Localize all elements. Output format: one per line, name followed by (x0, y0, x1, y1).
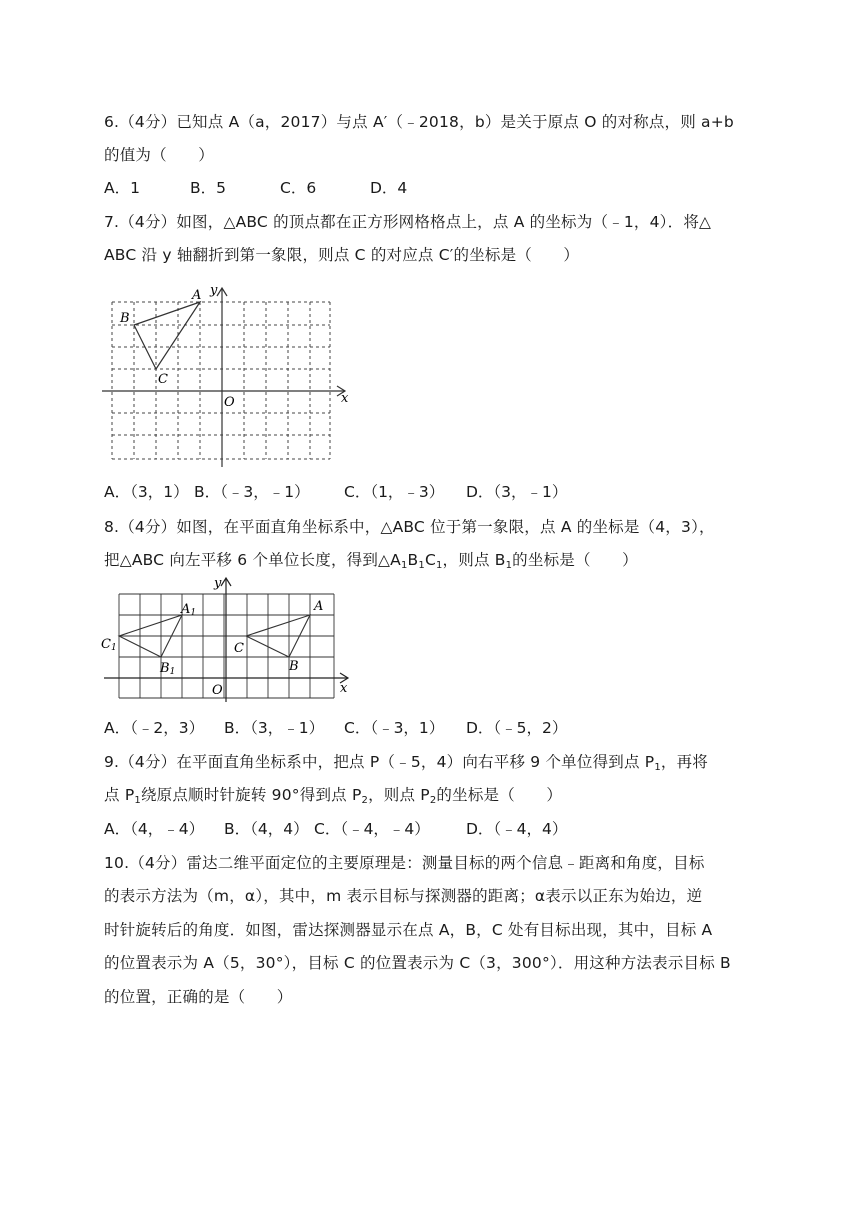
q6-option-b: B．5 (190, 179, 226, 197)
q8-label-y: y (214, 576, 222, 591)
q10-stem-line1: 10.（4分）雷达二维平面定位的主要原理是：测量目标的两个信息﹣距离和角度，目标 (104, 854, 705, 872)
q8-label-c: C (234, 641, 244, 656)
q7-stem-line2: ABC 沿 y 轴翻折到第一象限，则点 C 的对应点 C′的坐标是（ ） (104, 246, 580, 264)
q8-label-b: B (289, 659, 299, 674)
q10-stem-line5: 的位置，正确的是（ ） (104, 988, 293, 1006)
q10-stem-line3: 时针旋转后的角度．如图，雷达探测器显示在点 A，B，C 处有目标出现，其中，目标 A (104, 921, 713, 939)
q8-option-b: B．（3，﹣1） (224, 719, 325, 737)
q8-grid-figure (100, 574, 360, 704)
q8-label-b1: B1 (160, 661, 176, 677)
q8-label-o: O (212, 683, 223, 698)
q6-stem-line1: 6.（4分）已知点 A（a，2017）与点 A′（﹣2018，b）是关于原点 O 的对称点，则 a+b (104, 113, 734, 131)
q8-axes (104, 578, 348, 702)
q8-option-d: D．（﹣5，2） (466, 719, 568, 737)
q8-label-a: A (314, 599, 324, 614)
q7-option-b: B．（﹣3，﹣1） (194, 483, 310, 501)
q10-stem-line4: 的位置表示为 A（5，30°），目标 C 的位置表示为 C（3，300°）．用这种方法表示目标 B (104, 954, 731, 972)
q9-option-a: A．（4，﹣4） (104, 820, 205, 838)
q7-label-a: A (192, 288, 202, 303)
q7-axes (102, 288, 345, 467)
q6-option-d: D．4 (370, 179, 408, 197)
q7-label-b: B (120, 311, 130, 326)
q6-option-a: A．1 (104, 179, 140, 197)
q7-label-c: C (158, 372, 168, 387)
q8-label-x: x (340, 681, 348, 696)
q7-stem-line1: 7.（4分）如图，△ABC 的顶点都在正方形网格格点上，点 A 的坐标为（﹣1，4）．将△ (104, 213, 712, 231)
q8-stem-line2: 把△ABC 向左平移 6 个单位长度，得到$\triangle A_1B_1C_1$，则点 $B_1$的坐标是（ ） (104, 551, 638, 571)
q9-option-b: B．（4，4） (224, 820, 309, 838)
q8-option-a: A．（﹣2，3） (104, 719, 205, 737)
q9-option-c: C．（﹣4，﹣4） (314, 820, 430, 838)
q7-grid-lines (112, 302, 330, 459)
q7-grid-figure (100, 282, 360, 472)
q8-option-c: C．（﹣3，1） (344, 719, 445, 737)
q8-label-a1: A1 (181, 602, 197, 618)
q7-option-d: D．（3，﹣1） (466, 483, 568, 501)
q9-stem-line2: 点 $P_1$绕原点顺时针旋转 90°得到点 $P_2$，则点 $P_2$的坐标是（ ） (104, 786, 563, 806)
q6-option-c: C．6 (280, 179, 317, 197)
q7-option-a: A．（3，1） (104, 483, 189, 501)
q7-triangle-abc (134, 302, 200, 369)
q8-stem-line1: 8.（4分）如图，在平面直角坐标系中，△ABC 位于第一象限，点 A 的坐标是（4，3）， (104, 518, 715, 536)
q8-label-c1: C1 (101, 637, 117, 653)
q7-label-y: y (210, 283, 218, 298)
q6-stem-line2: 的值为（ ） (104, 146, 214, 164)
q10-stem-line2: 的表示方法为（m，α），其中，m 表示目标与探测器的距离；α表示以正东为始边，逆 (104, 887, 703, 905)
q9-stem-line1: 9.（4分）在平面直角坐标系中，把点 P（﹣5，4）向右平移 9 个单位得到点 $P_1$，再将 (104, 753, 709, 773)
q7-option-c: C．（1，﹣3） (344, 483, 445, 501)
q9-option-d: D．（﹣4，4） (466, 820, 568, 838)
q7-label-o: O (224, 395, 235, 410)
q7-label-x: x (341, 391, 349, 406)
